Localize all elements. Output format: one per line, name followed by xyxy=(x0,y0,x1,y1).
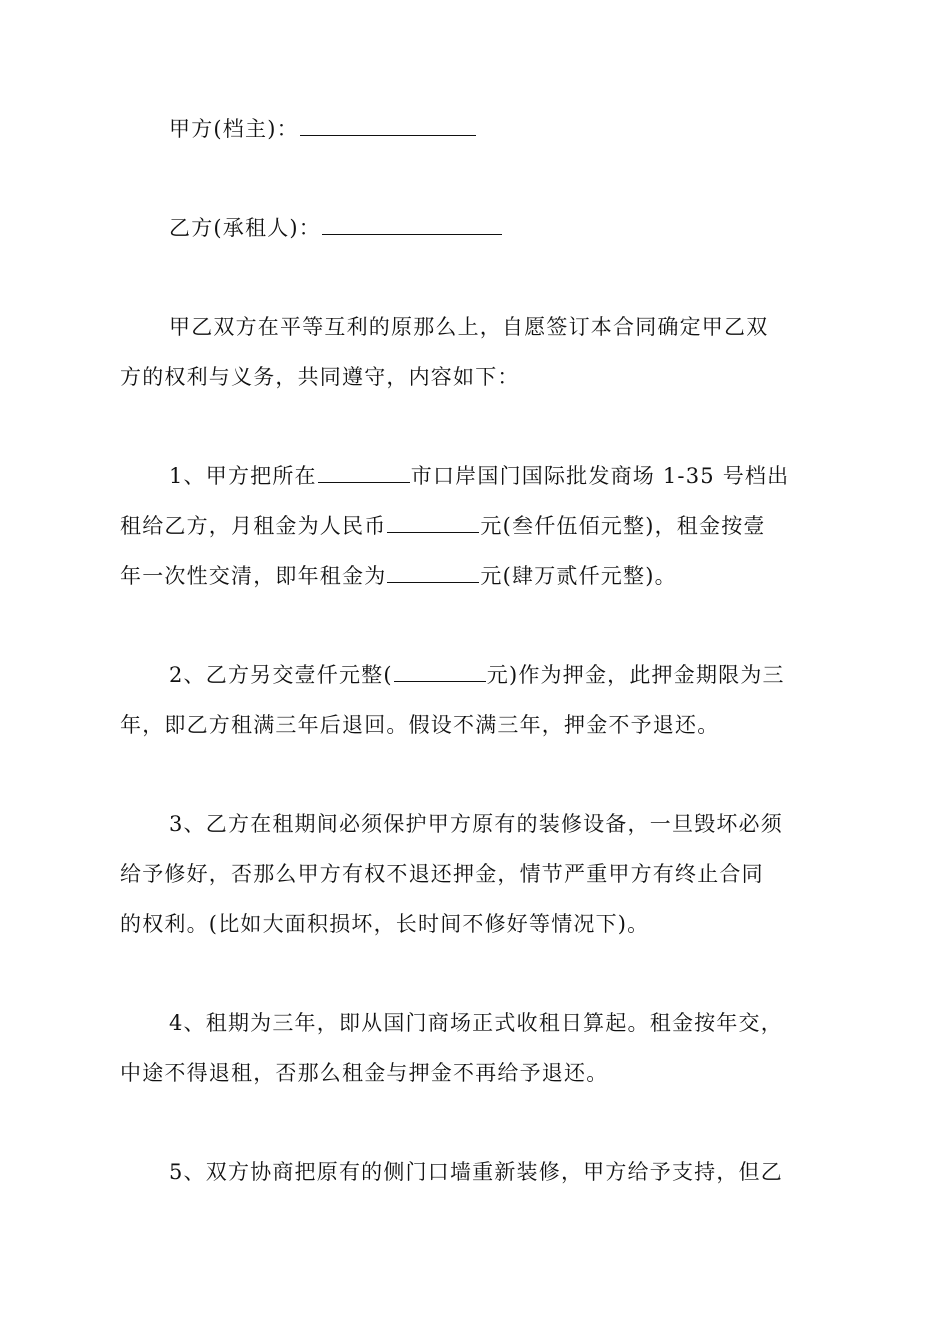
clause-2-text-b: 元)作为押金，此押金期限为三 xyxy=(486,663,785,687)
clause-1-text-f: 元(肆万贰仟元整)。 xyxy=(480,564,677,588)
clause-1-text-b: 市口岸国门国际批发商场 1-35 号档出 xyxy=(410,464,790,488)
clause-1-line-2 xyxy=(120,503,832,549)
party-b-label: 乙方(承租人)： xyxy=(169,216,321,240)
clause-2-line-2: 年，即乙方租满三年后退回。假设不满三年，押金不予退还。 xyxy=(120,713,720,737)
clause-1-city-blank xyxy=(318,482,410,483)
intro-line-1: 甲乙双方在平等互利的原那么上，自愿签订本合同确定甲乙双 xyxy=(169,315,769,339)
clause-3-line-2: 给予修好，否那么甲方有权不退还押金，情节严重甲方有终止合同 xyxy=(120,862,764,886)
clause-5-line-1: 5、双方协商把原有的侧门口墙重新装修，甲方给予支持，但乙 xyxy=(169,1160,783,1184)
party-a-label: 甲方(档主)： xyxy=(169,117,299,141)
clause-3-line-3: 的权利。(比如大面积损坏，长时间不修好等情况下)。 xyxy=(120,912,650,936)
clause-1-monthly-rent-blank xyxy=(387,532,479,533)
clause-1-text-a: 1、甲方把所在 xyxy=(169,464,317,488)
clause-2-line-1 xyxy=(120,652,881,698)
clause-1-line-3 xyxy=(120,553,832,599)
clause-1-line-1 xyxy=(120,453,881,499)
party-a-blank xyxy=(300,135,476,136)
clause-2-text-a: 2、乙方另交壹仟元整( xyxy=(169,663,393,687)
clause-2-deposit-blank xyxy=(394,681,486,682)
party-a-line xyxy=(120,106,881,152)
clause-1-text-c: 租给乙方，月租金为人民币 xyxy=(120,514,387,538)
clause-1-text-d: 元(叁仟伍佰元整)，租金按壹 xyxy=(480,514,766,538)
clause-1-annual-rent-blank xyxy=(387,582,479,583)
clause-4-line-1: 4、租期为三年，即从国门商场正式收租日算起。租金按年交， xyxy=(169,1011,783,1035)
party-b-line xyxy=(120,205,881,251)
party-b-blank xyxy=(322,234,502,235)
clause-3-line-1: 3、乙方在租期间必须保护甲方原有的装修设备，一旦毁坏必须 xyxy=(169,812,783,836)
clause-1-text-e: 年一次性交清，即年租金为 xyxy=(120,564,387,588)
clause-4-line-2: 中途不得退租，否那么租金与押金不再给予退还。 xyxy=(120,1061,609,1085)
intro-line-2: 方的权利与义务，共同遵守，内容如下： xyxy=(120,365,520,389)
